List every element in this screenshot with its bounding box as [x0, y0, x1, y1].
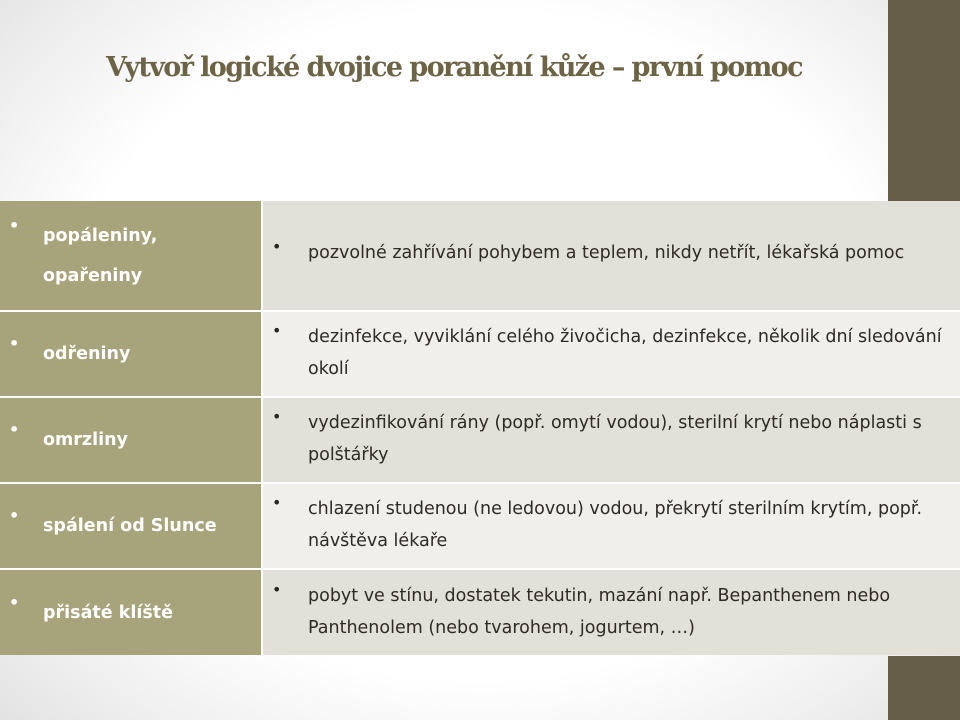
injury-cell — [0, 397, 262, 483]
injury-label: omrzliny — [43, 430, 128, 450]
bullet-icon: • — [272, 493, 282, 512]
decorative-bar-top — [888, 0, 960, 201]
injury-first-aid-table — [0, 201, 960, 655]
first-aid-text: pobyt ve stínu, dostatek tekutin, mazání např. Bepanthenem nebo Panthenolem (nebo tvarohem, jogurtem, …) — [308, 585, 891, 638]
first-aid-cell — [262, 201, 960, 311]
injury-label: přisáté klíště — [43, 602, 173, 623]
first-aid-text: pozvolné zahřívání pohybem a teplem, nikdy netřít, lékařská pomoc — [308, 242, 905, 263]
first-aid-cell — [262, 311, 960, 397]
injury-cell — [0, 483, 262, 569]
injury-label: spálení od Slunce — [43, 516, 217, 536]
bullet-icon: • — [272, 236, 282, 256]
first-aid-text: dezinfekce, vyviklání celého živočicha, dezinfekce, několik dní sledování okolí — [308, 327, 942, 379]
table-row — [0, 569, 960, 655]
bullet-icon: • — [9, 506, 20, 525]
table-row — [0, 311, 960, 397]
injury-cell — [0, 201, 262, 311]
injury-cell — [0, 569, 262, 655]
bullet-icon: • — [272, 579, 282, 599]
first-aid-text: chlazení studenou (ne ledovou) vodou, překrytí sterilním krytím, popř. návštěva lékaře — [308, 499, 923, 551]
table-row — [0, 483, 960, 569]
first-aid-cell — [262, 397, 960, 483]
first-aid-cell — [262, 483, 960, 569]
bullet-icon: • — [9, 334, 20, 353]
bullet-icon: • — [272, 407, 282, 426]
table-row — [0, 397, 960, 483]
first-aid-text: vydezinfikování rány (popř. omytí vodou), sterilní krytí nebo náplasti s polštářky — [308, 413, 922, 465]
bullet-icon: • — [9, 420, 20, 439]
decorative-bar-bottom — [888, 656, 960, 720]
slide-title: Vytvoř logické dvojice poranění kůže – první pomoc — [106, 52, 802, 83]
first-aid-cell — [262, 569, 960, 655]
table-row — [0, 201, 960, 311]
bullet-icon: • — [9, 592, 20, 612]
injury-label: odřeniny — [43, 344, 131, 364]
bullet-icon: • — [9, 215, 20, 235]
bullet-icon: • — [272, 321, 282, 340]
injury-cell — [0, 311, 262, 397]
injury-label: popáleniny, opařeniny — [43, 225, 158, 286]
